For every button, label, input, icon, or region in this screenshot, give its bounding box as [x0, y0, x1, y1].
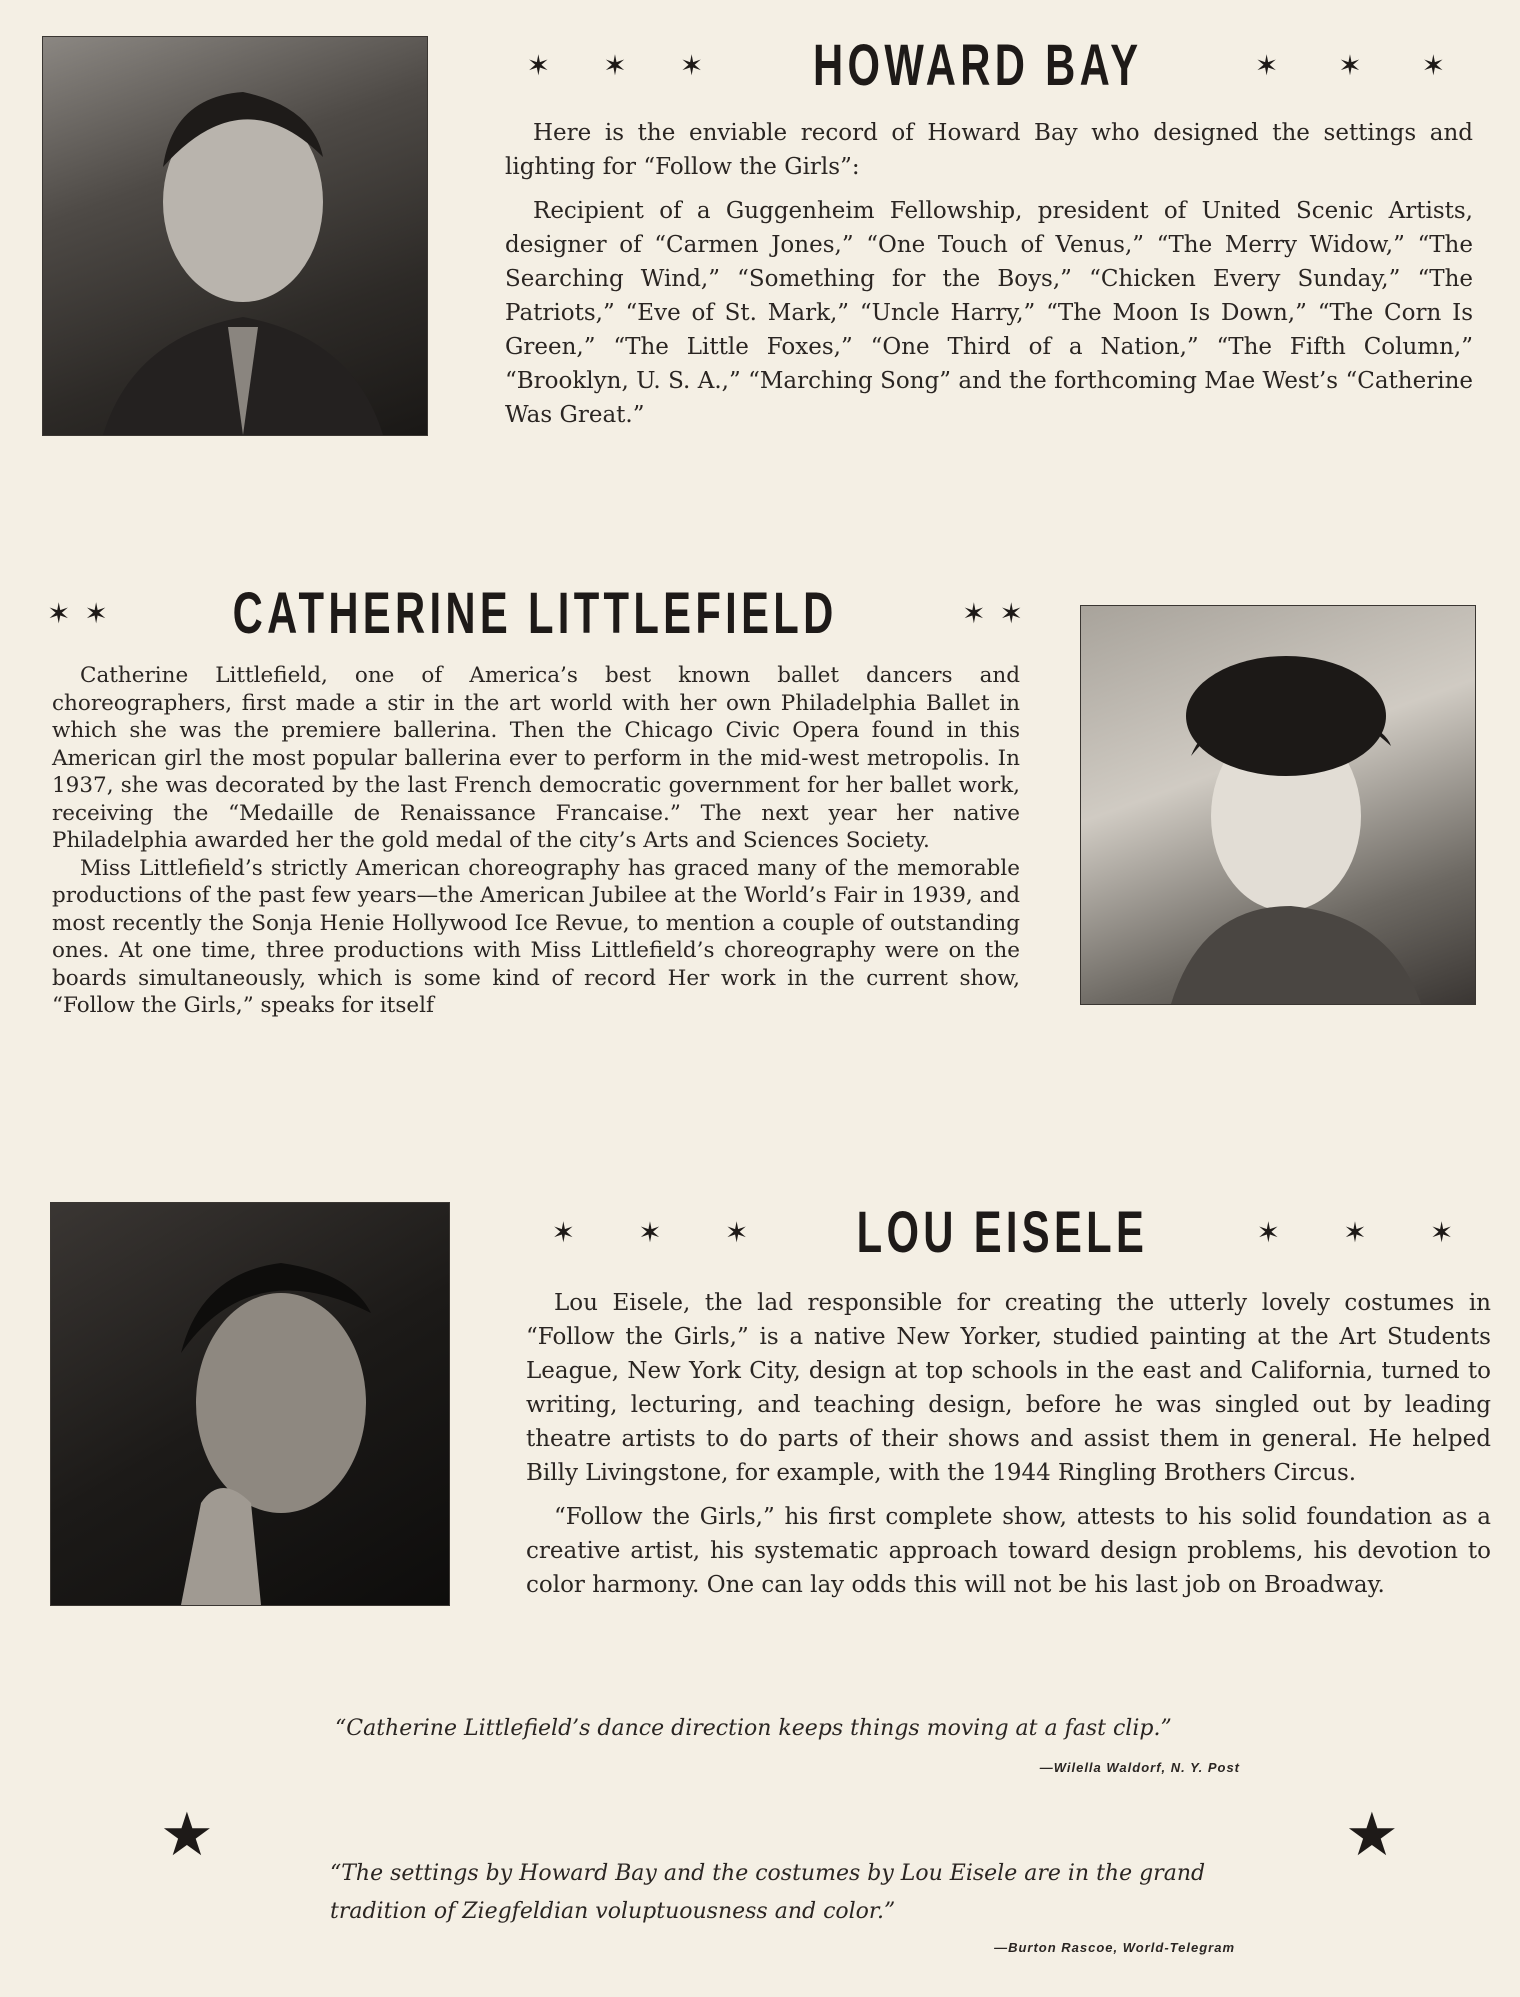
- lou-eisele-heading: [520, 1197, 1485, 1267]
- bio-paragraph: Recipient of a Guggenheim Fellowship, president of United Scenic Artists, designer of “Carmen Jones,” “One Touch of Venus,” “The Merry Widow,” “The Searching Wind,” “Something for the Boys,” “Chicken Every Sunday,” “The Patriots,” “Eve of St. Mark,” “Uncle Harry,” “The Moon Is Down,” “The Corn Is Green,” “The Little Foxes,” “One Third of a Nation,” “The Fifth Column,” “Brooklyn, U. S. A.,” “Marching Song” and the forthcoming Mae West’s “Catherine Was Great.”: [505, 198, 1473, 428]
- bio-paragraph: Catherine Littlefield, one of America’s best known ballet dancers and choreographers, first made a stir in the art world with her own Philadelphia Ballet in which she was the premiere ballerina. Then the Chicago Civic Opera found in this American girl the most popular ballerina ever to perform in the mid-west metropolis. In 1937, she was decorated by the last French democratic government for her ballet work, receiving the “Medaille de Renaissance Francaise.” The next year her native Philadelphia awarded her the gold medal of the city’s Arts and Sciences Society.: [52, 663, 1020, 853]
- catherine-littlefield-heading: [40, 578, 1030, 648]
- bio-paragraph: Here is the enviable record of Howard Bay who designed the settings and lighting for “Follow the Girls”:: [505, 120, 1473, 180]
- star-icon: ✶: [46, 596, 71, 630]
- settings-costumes-review-attribution: —Burton Rascoe, World-Telegram: [994, 1940, 1235, 1955]
- star-icon: ✶: [1256, 1215, 1281, 1249]
- star-icon: ✶: [1421, 48, 1446, 82]
- catherine-littlefield-portrait: [1080, 605, 1476, 1005]
- portrait-silhouette: [51, 1203, 449, 1605]
- lou-eisele-name: LOU EISELE: [856, 1199, 1149, 1265]
- big-star-icon: ★: [1345, 1800, 1399, 1870]
- star-icon: ✶: [999, 596, 1023, 630]
- bio-paragraph: Miss Littlefield’s strictly American choreography has graced many of the memorable productions of the past few years—the American Jubilee at the World’s Fair in 1939, and most recently the Sonja Henie Hollywood Ice Revue, to mention a couple of outstanding ones. At one time, three productions with Miss Littlefield’s choreography were on the boards simultaneously, which is some kind of record Her work in the current show, “Follow the Girls,” speaks for itself: [52, 855, 1020, 1018]
- catherine-littlefield-bio: [52, 662, 1020, 1020]
- howard-bay-bio: [505, 116, 1473, 432]
- littlefield-review-quote: “Catherine Littlefield’s dance direction keeps things moving at a fast clip.”: [335, 1716, 1172, 1741]
- bio-paragraph: “Follow the Girls,” his first complete show, attests to his solid foundation as a creative artist, his systematic approach toward design problems, his devotion to color harmony. One can lay odds this will not be his last job on Broadway.: [526, 1504, 1491, 1598]
- star-icon: ✶: [1343, 1215, 1367, 1249]
- star-icon: ✶: [603, 48, 627, 82]
- big-star-icon: ★: [160, 1800, 214, 1870]
- settings-costumes-review-quote: “The settings by Howard Bay and the costumes by Lou Eisele are in the grand tradition of Ziegfeldian voluptuousness and color.”: [330, 1861, 1206, 1924]
- littlefield-review-attribution: —Wilella Waldorf, N. Y. Post: [1039, 1760, 1240, 1775]
- star-icon: ✶: [551, 1215, 576, 1249]
- lou-eisele-bio: [526, 1286, 1491, 1602]
- lou-eisele-portrait: [50, 1202, 450, 1606]
- star-icon: ✶: [1338, 48, 1362, 82]
- bio-paragraph: Lou Eisele, the lad responsible for creating the utterly lovely costumes in “Follow the Girls,” is a native New Yorker, studied painting at the Art Students League, New York City, design at top schools in the east and California, turned to writing, lecturing, and teaching design, before he was singled out by leading theatre artists to do parts of their shows and assist them in general. He helped Billy Livingstone, for example, with the 1944 Ringling Brothers Circus.: [526, 1290, 1491, 1486]
- howard-bay-heading: [500, 30, 1475, 100]
- star-icon: ✶: [638, 1215, 662, 1249]
- portrait-silhouette: [1081, 606, 1475, 1004]
- catherine-littlefield-name: CATHERINE LITTLEFIELD: [232, 580, 838, 646]
- star-icon: ✶: [962, 596, 986, 630]
- howard-bay-name: HOWARD BAY: [812, 32, 1143, 98]
- howard-bay-portrait: [42, 36, 428, 436]
- star-icon: ✶: [526, 48, 551, 82]
- star-icon: ✶: [1429, 1215, 1454, 1249]
- star-icon: ✶: [84, 596, 108, 630]
- portrait-silhouette: [43, 37, 427, 435]
- star-icon: ✶: [679, 48, 704, 82]
- star-icon: ✶: [1254, 48, 1279, 82]
- star-icon: ✶: [724, 1215, 749, 1249]
